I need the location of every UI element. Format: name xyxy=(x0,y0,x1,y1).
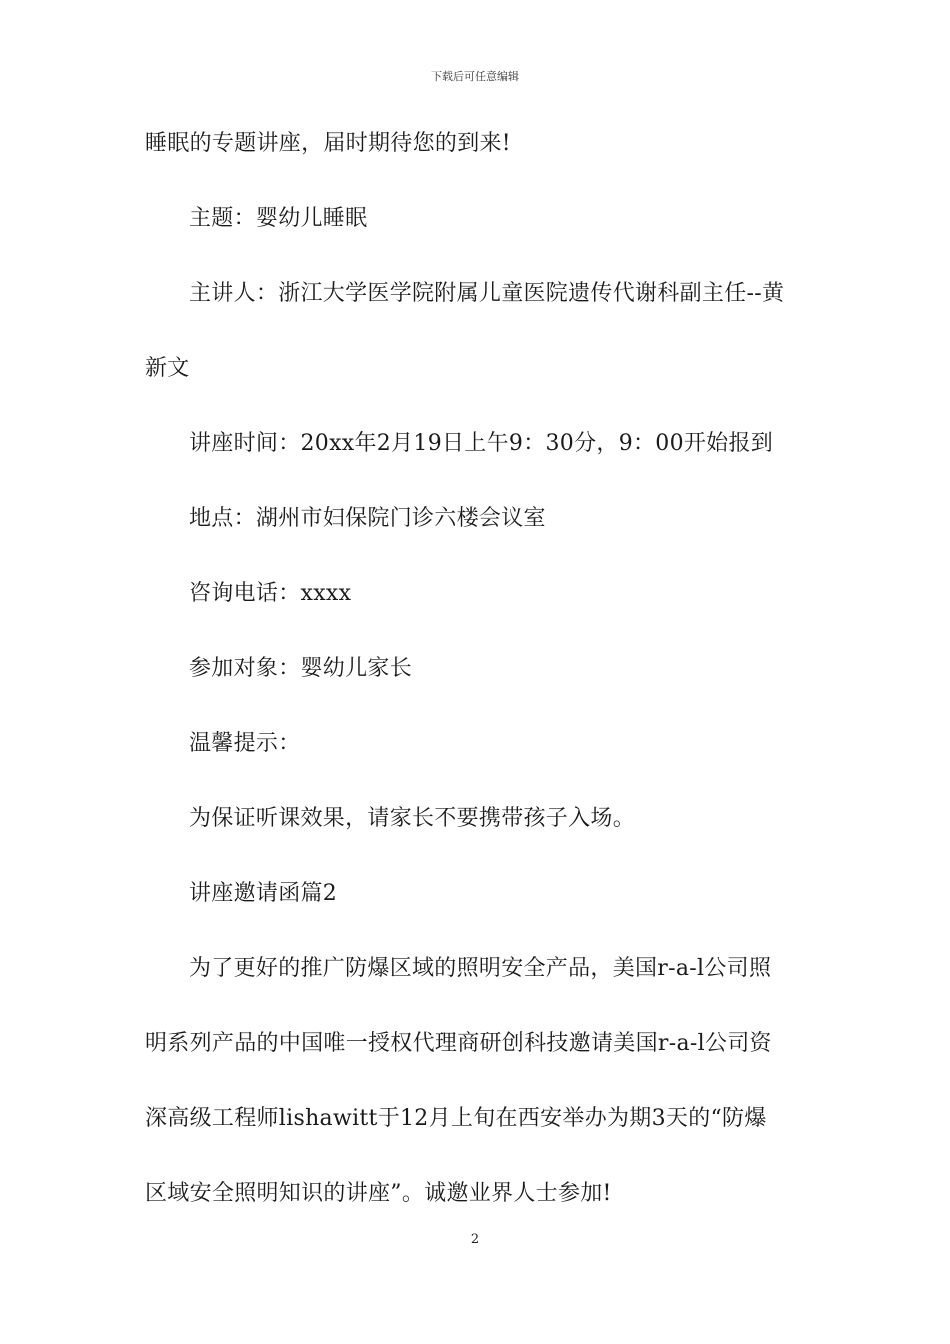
body-line-audience: 参加对象：婴幼儿家长 xyxy=(189,656,413,681)
body-line-location: 地点：湖州市妇保院门诊六楼会议室 xyxy=(189,506,546,531)
section-heading: 讲座邀请函篇2 xyxy=(189,881,338,906)
body-line-paragraph: 为了更好的推广防爆区域的照明安全产品，美国r-a-l公司照 xyxy=(189,956,772,981)
body-line: 睡眠的专题讲座，届时期待您的到来! xyxy=(145,131,511,156)
body-line-speaker-cont: 新文 xyxy=(145,356,190,381)
body-line-topic: 主题：婴幼儿睡眠 xyxy=(189,206,368,231)
page-header-note: 下载后可任意编辑 xyxy=(431,70,519,83)
page-number: 2 xyxy=(470,1232,480,1247)
body-line-speaker: 主讲人：浙江大学医学院附属儿童医院遗传代谢科副主任--黄 xyxy=(189,281,785,306)
body-line-paragraph: 深高级工程师lishawitt于12月上旬在西安举办为期3天的“防爆 xyxy=(145,1106,767,1131)
body-line-tip: 为保证听课效果，请家长不要携带孩子入场。 xyxy=(189,806,636,831)
body-line-paragraph: 区域安全照明知识的讲座”。诚邀业界人士参加! xyxy=(145,1181,612,1206)
body-line-phone: 咨询电话：xxxx xyxy=(189,581,352,606)
body-line-tip-heading: 温馨提示： xyxy=(189,731,301,756)
body-line-time: 讲座时间：20xx年2月19日上午9：30分，9：00开始报到 xyxy=(189,431,774,456)
body-line-paragraph: 明系列产品的中国唯一授权代理商研创科技邀请美国r-a-l公司资 xyxy=(145,1031,772,1056)
